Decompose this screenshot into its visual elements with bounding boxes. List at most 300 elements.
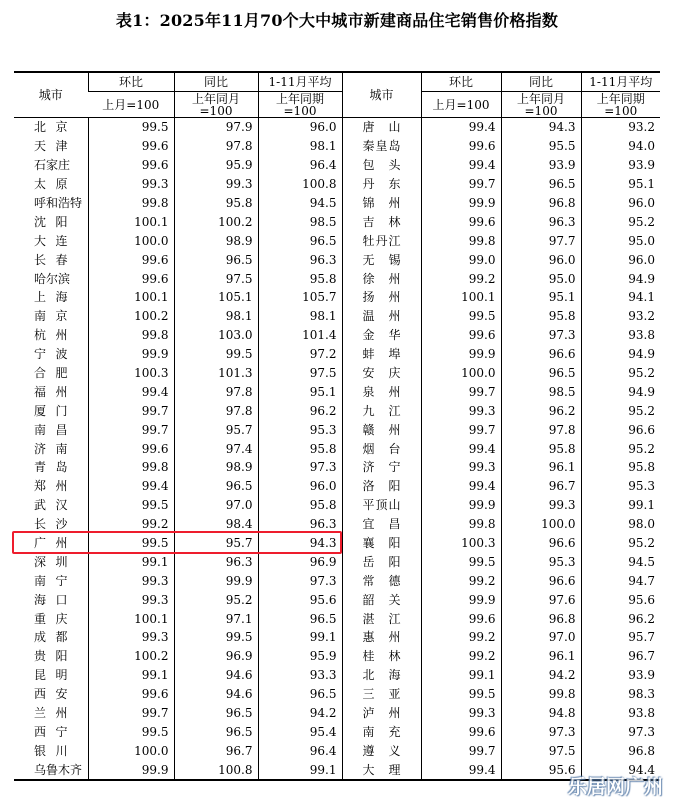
yoy-cell: 97.8 [174,382,258,401]
yoy-cell: 96.5 [501,364,581,383]
mom-cell: 99.5 [421,685,501,704]
table-row [14,477,660,496]
header-yoy-base-text: 上年同月=100 [516,91,565,118]
city-cell: 深圳 [34,554,68,569]
yoy-cell: 97.8 [501,420,581,439]
mom-cell: 99.2 [421,571,501,590]
avg-cell: 95.2 [581,534,660,553]
mom-cell: 99.2 [421,628,501,647]
mom-cell: 100.3 [421,534,501,553]
mom-cell: 99.7 [421,175,501,194]
yoy-cell: 96.5 [174,250,258,269]
yoy-cell: 96.6 [501,345,581,364]
yoy-cell: 93.9 [501,156,581,175]
city-cell: 北京 [34,120,68,135]
header-avg: 1-11月平均 [258,72,342,92]
yoy-cell: 97.8 [174,401,258,420]
city-cell: 扬州 [342,288,421,307]
city-cell: 贵阳 [34,649,68,664]
avg-cell: 94.9 [581,269,660,288]
mom-cell: 99.5 [421,552,501,571]
yoy-cell: 97.1 [174,609,258,628]
table-row [14,364,660,383]
table-body [14,118,660,781]
mom-cell: 99.7 [88,420,174,439]
yoy-cell: 96.5 [174,704,258,723]
header-avg-base [581,92,660,118]
yoy-cell: 97.9 [174,118,258,137]
yoy-cell: 100.0 [501,515,581,534]
avg-cell: 95.8 [258,496,342,515]
avg-cell: 94.9 [581,382,660,401]
city-cell: 秦皇岛 [342,137,421,156]
table-row [14,704,660,723]
avg-cell: 94.5 [258,194,342,213]
city-cell: 长春 [34,252,68,267]
city-cell: 郑州 [34,479,68,494]
avg-cell: 96.4 [258,741,342,760]
city-cell: 南充 [342,723,421,742]
city-cell: 大连 [34,233,68,248]
yoy-cell: 99.5 [174,345,258,364]
yoy-cell: 98.9 [174,231,258,250]
table-row [14,439,660,458]
avg-cell: 98.3 [581,685,660,704]
mom-cell: 99.3 [88,590,174,609]
avg-cell: 94.9 [581,345,660,364]
avg-cell: 96.5 [258,231,342,250]
city-cell: 海口 [34,592,68,607]
header-avg-base-text: 上年同期=100 [596,91,645,118]
avg-cell: 95.4 [258,723,342,742]
mom-cell: 99.3 [88,571,174,590]
mom-cell: 99.3 [421,401,501,420]
city-cell: 呼和浩特 [34,196,83,210]
avg-cell: 95.8 [258,439,342,458]
city-cell: 湛江 [342,609,421,628]
avg-cell: 95.1 [258,382,342,401]
table-row [14,288,660,307]
yoy-cell: 96.5 [501,175,581,194]
city-cell: 上海 [34,290,68,305]
city-cell: 温州 [342,307,421,326]
mom-cell: 100.1 [88,609,174,628]
avg-cell: 95.0 [581,231,660,250]
table-title: 表1：2025年11月70个大中城市新建商品住宅销售价格指数 [115,11,559,30]
header-mom-base: 上月=100 [421,92,501,118]
table-row [14,590,660,609]
avg-cell: 96.0 [581,194,660,213]
mom-cell: 99.4 [421,760,501,780]
mom-cell: 99.8 [88,326,174,345]
yoy-cell: 99.3 [501,496,581,515]
yoy-cell: 95.0 [501,269,581,288]
city-cell: 徐州 [342,269,421,288]
city-cell: 宁波 [34,347,68,362]
city-cell: 丹东 [342,175,421,194]
mom-cell: 99.6 [88,439,174,458]
table-row [14,194,660,213]
yoy-cell: 94.6 [174,685,258,704]
city-cell: 九江 [342,401,421,420]
table-row [14,401,660,420]
header-avg: 1-11月平均 [581,72,660,92]
avg-cell: 101.4 [258,326,342,345]
avg-cell: 93.2 [581,307,660,326]
header-yoy-base-text: 上年同月=100 [191,91,240,118]
mom-cell: 99.3 [421,458,501,477]
yoy-cell: 95.8 [174,194,258,213]
city-cell: 大理 [342,760,421,780]
header-city: 城市 [14,72,88,118]
mom-cell: 99.6 [421,326,501,345]
yoy-cell: 97.4 [174,439,258,458]
avg-cell: 96.5 [258,609,342,628]
city-cell: 三亚 [342,685,421,704]
yoy-cell: 96.8 [501,194,581,213]
city-cell: 泸州 [342,704,421,723]
avg-cell: 97.3 [258,571,342,590]
yoy-cell: 95.2 [174,590,258,609]
yoy-cell: 97.8 [174,137,258,156]
avg-cell: 96.0 [581,250,660,269]
city-cell: 宜昌 [342,515,421,534]
city-cell: 石家庄 [34,158,71,173]
avg-cell: 95.9 [258,647,342,666]
mom-cell: 100.0 [88,231,174,250]
city-cell: 包头 [342,156,421,175]
city-cell: 遵义 [342,741,421,760]
mom-cell: 99.7 [421,420,501,439]
table-row [14,647,660,666]
city-cell: 北海 [342,666,421,685]
avg-cell: 96.0 [258,118,342,137]
avg-cell: 96.7 [581,647,660,666]
city-cell: 银川 [34,743,68,758]
mom-cell: 99.9 [421,496,501,515]
yoy-cell: 97.5 [501,741,581,760]
header-yoy-base [501,92,581,118]
mom-cell: 99.1 [88,666,174,685]
avg-cell: 94.1 [581,288,660,307]
yoy-cell: 95.6 [501,760,581,780]
yoy-cell: 99.5 [174,628,258,647]
mom-cell: 99.3 [88,628,174,647]
avg-cell: 93.9 [581,666,660,685]
avg-cell: 96.2 [258,401,342,420]
city-cell: 洛阳 [342,477,421,496]
city-cell: 长沙 [34,517,68,532]
avg-cell: 98.1 [258,307,342,326]
table-row [14,628,660,647]
yoy-cell: 96.5 [174,477,258,496]
mom-cell: 99.5 [88,118,174,137]
yoy-cell: 97.0 [174,496,258,515]
table-row [14,250,660,269]
avg-cell: 95.3 [258,420,342,439]
avg-cell: 95.2 [581,439,660,458]
yoy-cell: 94.3 [501,118,581,137]
mom-cell: 99.6 [421,609,501,628]
yoy-cell: 103.0 [174,326,258,345]
city-cell: 烟台 [342,439,421,458]
mom-cell: 99.7 [88,401,174,420]
yoy-cell: 99.9 [174,571,258,590]
table-row [14,685,660,704]
yoy-cell: 96.8 [501,609,581,628]
mom-cell: 100.2 [88,647,174,666]
avg-cell: 93.2 [581,118,660,137]
city-cell: 蚌埠 [342,345,421,364]
city-cell: 锦州 [342,194,421,213]
mom-cell: 99.8 [88,194,174,213]
highlight-box [12,531,342,554]
table-row [14,118,660,137]
city-cell: 南昌 [34,422,68,437]
avg-cell: 95.8 [581,458,660,477]
header-avg-base [258,92,342,118]
mom-cell: 99.6 [421,723,501,742]
avg-cell: 96.2 [581,609,660,628]
city-cell: 重庆 [34,611,68,626]
watermark: 乐居网广州 [568,776,664,798]
avg-cell: 97.5 [258,364,342,383]
yoy-cell: 101.3 [174,364,258,383]
yoy-cell: 98.4 [174,515,258,534]
avg-cell: 98.5 [258,212,342,231]
yoy-cell: 105.1 [174,288,258,307]
city-cell: 厦门 [34,403,68,418]
avg-cell: 93.3 [258,666,342,685]
yoy-cell: 96.6 [501,571,581,590]
yoy-cell: 96.0 [501,250,581,269]
avg-cell: 94.7 [581,571,660,590]
city-cell: 泉州 [342,382,421,401]
yoy-cell: 98.5 [501,382,581,401]
city-cell: 岳阳 [342,552,421,571]
table-row [14,552,660,571]
city-cell: 襄阳 [342,534,421,553]
avg-cell: 99.1 [581,496,660,515]
mom-cell: 99.3 [88,175,174,194]
avg-cell: 95.2 [581,364,660,383]
avg-cell: 95.6 [258,590,342,609]
city-cell: 金华 [342,326,421,345]
header-mom: 环比 [88,72,174,92]
table-row [14,382,660,401]
yoy-cell: 95.3 [501,552,581,571]
mom-cell: 99.5 [88,496,174,515]
mom-cell: 99.6 [421,137,501,156]
yoy-cell: 96.7 [501,477,581,496]
mom-cell: 99.6 [88,156,174,175]
yoy-cell: 94.6 [174,666,258,685]
header-avg-base-text: 上年同期=100 [275,91,324,118]
mom-cell: 99.9 [421,590,501,609]
city-cell: 牡丹江 [342,231,421,250]
yoy-cell: 96.3 [174,552,258,571]
yoy-cell: 99.3 [174,175,258,194]
header-yoy: 同比 [174,72,258,92]
avg-cell: 96.0 [258,477,342,496]
mom-cell: 99.6 [88,137,174,156]
city-cell: 天津 [34,139,68,154]
avg-cell: 99.1 [258,760,342,780]
avg-cell: 98.1 [258,137,342,156]
mom-cell: 99.2 [88,515,174,534]
table-row [14,326,660,345]
yoy-cell: 98.1 [174,307,258,326]
yoy-cell: 96.2 [501,401,581,420]
yoy-cell: 97.0 [501,628,581,647]
yoy-cell: 95.8 [501,439,581,458]
city-cell: 成都 [34,630,68,645]
header-mom: 环比 [421,72,501,92]
mom-cell: 99.7 [421,382,501,401]
city-cell: 西安 [34,687,68,702]
avg-cell: 96.6 [581,420,660,439]
city-cell: 沈阳 [34,214,68,229]
yoy-cell: 98.9 [174,458,258,477]
mom-cell: 99.9 [88,345,174,364]
table-row [14,175,660,194]
yoy-cell: 96.3 [501,212,581,231]
avg-cell: 95.1 [581,175,660,194]
table-row [14,212,660,231]
mom-cell: 99.5 [88,723,174,742]
city-cell: 昆明 [34,668,68,683]
table-row [14,666,660,685]
city-cell: 兰州 [34,706,68,721]
header-yoy: 同比 [501,72,581,92]
mom-cell: 99.9 [88,760,174,780]
city-cell: 平顶山 [342,496,421,515]
avg-cell: 93.8 [581,704,660,723]
city-cell: 唐山 [342,118,421,137]
yoy-cell: 96.9 [174,647,258,666]
yoy-cell: 100.8 [174,760,258,780]
avg-cell: 95.6 [581,590,660,609]
header-yoy-base [174,92,258,118]
mom-cell: 99.4 [88,477,174,496]
table-row [14,307,660,326]
mom-cell: 99.4 [421,118,501,137]
city-cell: 青岛 [34,460,68,475]
table-row [14,723,660,742]
mom-cell: 99.4 [421,156,501,175]
mom-cell: 99.6 [421,212,501,231]
mom-cell: 99.8 [421,515,501,534]
table-row [14,496,660,515]
city-cell: 无锡 [342,250,421,269]
avg-cell: 96.5 [258,685,342,704]
mom-cell: 99.8 [421,231,501,250]
city-cell: 济宁 [342,458,421,477]
avg-cell: 93.9 [581,156,660,175]
avg-cell: 98.0 [581,515,660,534]
avg-cell: 97.3 [258,458,342,477]
city-cell: 武汉 [34,498,68,513]
mom-cell: 99.8 [88,458,174,477]
city-cell: 济南 [34,441,68,456]
city-cell: 广州 [34,536,68,551]
table-row [14,571,660,590]
city-cell: 杭州 [34,328,68,343]
yoy-cell: 97.6 [501,590,581,609]
avg-cell: 95.2 [581,401,660,420]
avg-cell: 100.8 [258,175,342,194]
city-cell: 安庆 [342,364,421,383]
mom-cell: 99.7 [88,704,174,723]
mom-cell: 99.5 [88,534,174,553]
table-row [14,345,660,364]
mom-cell: 99.4 [88,382,174,401]
yoy-cell: 96.1 [501,458,581,477]
avg-cell: 95.8 [258,269,342,288]
table-row [14,609,660,628]
avg-cell: 96.3 [258,515,342,534]
mom-cell: 99.3 [421,704,501,723]
table-row [14,269,660,288]
avg-cell: 94.4 [581,760,660,780]
mom-cell: 99.0 [421,250,501,269]
mom-cell: 100.1 [88,288,174,307]
city-cell: 韶关 [342,590,421,609]
yoy-cell: 96.6 [501,534,581,553]
mom-cell: 99.9 [421,345,501,364]
yoy-cell: 100.2 [174,212,258,231]
avg-cell: 96.8 [581,741,660,760]
city-cell: 太原 [34,177,68,192]
mom-cell: 99.9 [421,194,501,213]
avg-cell: 105.7 [258,288,342,307]
table-row [14,420,660,439]
yoy-cell: 94.8 [501,704,581,723]
city-cell: 赣州 [342,420,421,439]
mom-cell: 100.1 [421,288,501,307]
mom-cell: 100.0 [421,364,501,383]
table-row [14,760,660,780]
avg-cell: 94.5 [581,552,660,571]
avg-cell: 99.1 [258,628,342,647]
avg-cell: 96.3 [258,250,342,269]
yoy-cell: 95.5 [501,137,581,156]
yoy-cell: 97.7 [501,231,581,250]
header-city: 城市 [342,72,421,118]
avg-cell: 96.4 [258,156,342,175]
yoy-cell: 96.1 [501,647,581,666]
mom-cell: 99.6 [88,250,174,269]
yoy-cell: 99.8 [501,685,581,704]
city-cell: 福州 [34,384,68,399]
avg-cell: 95.2 [581,212,660,231]
city-cell: 哈尔滨 [34,271,71,286]
city-cell: 惠州 [342,628,421,647]
city-cell: 桂林 [342,647,421,666]
avg-cell: 95.7 [581,628,660,647]
price-index-table [14,71,660,781]
yoy-cell: 97.3 [501,723,581,742]
city-cell: 乌鲁木齐 [34,762,83,777]
mom-cell: 99.2 [421,269,501,288]
city-cell: 常德 [342,571,421,590]
yoy-cell: 96.5 [174,723,258,742]
yoy-cell: 95.1 [501,288,581,307]
yoy-cell: 96.7 [174,741,258,760]
avg-cell: 94.2 [258,704,342,723]
avg-cell: 97.2 [258,345,342,364]
mom-cell: 99.4 [421,477,501,496]
